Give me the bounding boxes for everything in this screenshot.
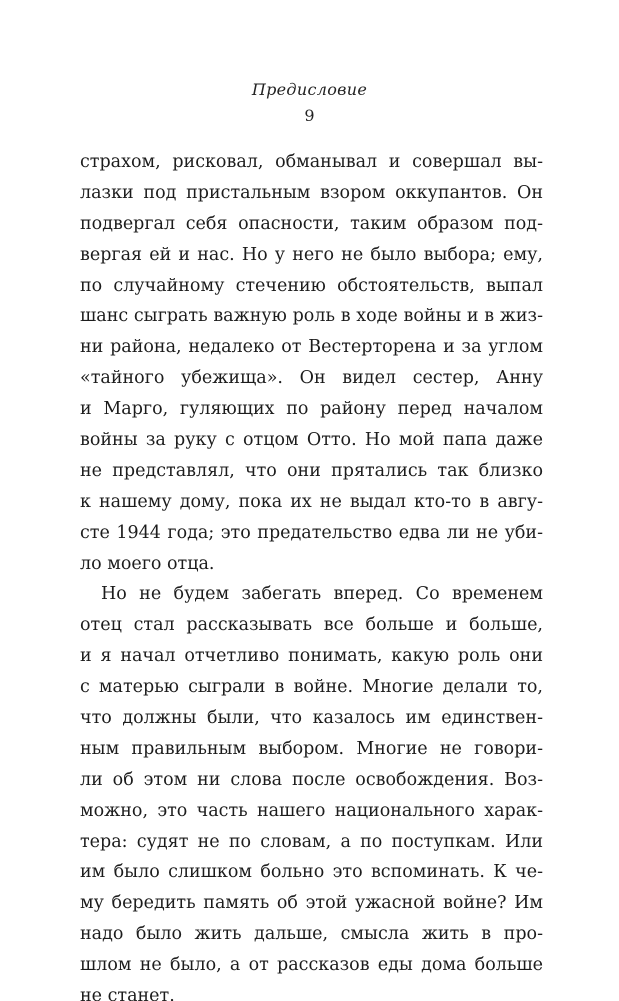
text-line: войны за руку с отцом Отто. Но мой папа даже [80,430,543,451]
text-line: шанс сыграть важную роль в ходе войны и в жиз- [80,306,543,327]
text-line: тера: судят не по словам, а по поступкам. Или [80,831,543,852]
text-line: надо было жить дальше, смысла жить в про- [80,924,543,945]
text-line: вергая ей и нас. Но у него не было выбора; ему, [80,244,543,265]
text-line: по случайному стечению обстоятельств, выпал [80,275,543,296]
text-line: страхом, рисковал, обманывал и совершал вы- [80,152,543,172]
page-number: 9 [304,106,315,125]
text-line: ли об этом ни слова после освобождения. Воз- [80,769,543,790]
text-line: к нашему дому, пока их не выдал кто-то в авгу- [80,491,543,512]
text-line: шлом не было, а от рассказов еды дома больше [80,955,543,976]
text-line: с матерью сыграли в войне. Многие делали то, [80,677,543,698]
text-line: «тайного убежища». Он видел сестер, Анну [80,368,543,389]
text-line: подвергал себя опасности, таким образом под- [80,213,543,234]
running-header-title: Предисловие [251,80,368,99]
text-line: можно, это часть нашего национального харак- [80,800,543,821]
text-line: и Марго, гуляющих по району перед началом [80,399,543,420]
text-line: Но не будем забегать вперед. Со временем [101,584,543,605]
text-line: сте 1944 года; это предательство едва ли не уби- [80,522,543,543]
text-line: что должны были, что казалось им единствен- [80,708,543,729]
text-line: не представлял, что они прятались так близко [80,460,543,481]
text-line: ло моего отца. [80,553,215,574]
text-line: отец стал рассказывать все больше и больше, [80,615,543,636]
text-line: им было слишком больно это вспоминать. К че- [80,862,543,883]
body-text [80,147,543,1001]
text-line: му бередить память об этой ужасной войне? Им [80,893,543,914]
text-line: не станет. [80,986,175,1001]
text-line: лазки под пристальным взором оккупантов. Он [80,182,543,203]
text-line: ни района, недалеко от Вестерторена и за углом [80,337,543,358]
text-line: и я начал отчетливо понимать, какую роль они [80,646,543,667]
text-line: ным правильным выбором. Многие не говори- [80,738,543,759]
